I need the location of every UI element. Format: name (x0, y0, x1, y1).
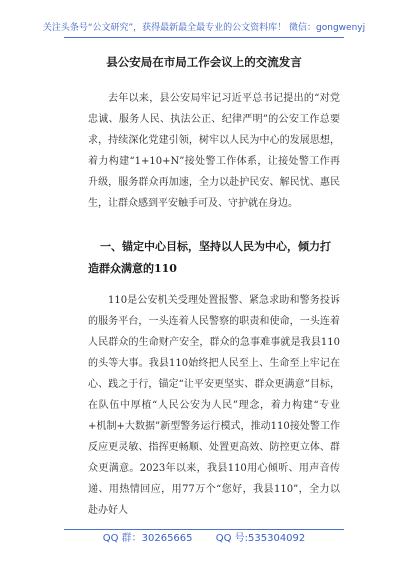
header-banner: 关注头条号“公文研究”，获得最新最全最专业的公文资料库！ 微信：gongwenyj (42, 23, 366, 33)
section-heading: 一、锚定中心目标，坚持以人民为中心，倾力打造群众满意的110 (88, 240, 331, 275)
footer-qq-number: QQ 号:535304092 (215, 533, 306, 544)
document-title: 县公安局在市局工作会议上的交流发言 (106, 55, 302, 69)
paragraph-intro: 去年以来，县公安局牢记习近平总书记提出的“对党忠诚、服务人民、执法公正、纪律严明”的公安工作总要求，持续深化党建引领，树牢以人民为中心的发展思想，着力构建“1+10+N”接处警工作体系，让接处警工作再升级，服务群众再加速，全力以赴护民安、解民忧、惠民生，让群众感到平安触手可及、守护就在身边。 (88, 93, 340, 209)
paragraph-section-body: 110是公安机关受理处置报警、紧急求助和警务投诉的服务平台，一头连着人民警察的职责和使命，一头连着人民群众的生命财产安全，群众的急事难事就是我县110的头等大事。我县110始终把人民至上、生命至上牢记在心、践之于行，锚定“让平安更坚实、群众更满意”目标，在队伍中厚植“人民公安为人民”理念，着力构建“专业+机制+大数据”新型警务运行模式，推动110接处警工作反应更灵敏、指挥更畅顺、处置更高效、防控更立体、群众更满意。2023年以来，我县110用心倾听、用声音传递、用热情回应，用77万个“您好，我县110”，全力以赴办好人 (88, 295, 340, 516)
footer (0, 532, 408, 546)
footer-qq-group: QQ 群：30265665 (102, 533, 193, 544)
header-divider (64, 37, 344, 38)
footer-divider (64, 529, 344, 530)
